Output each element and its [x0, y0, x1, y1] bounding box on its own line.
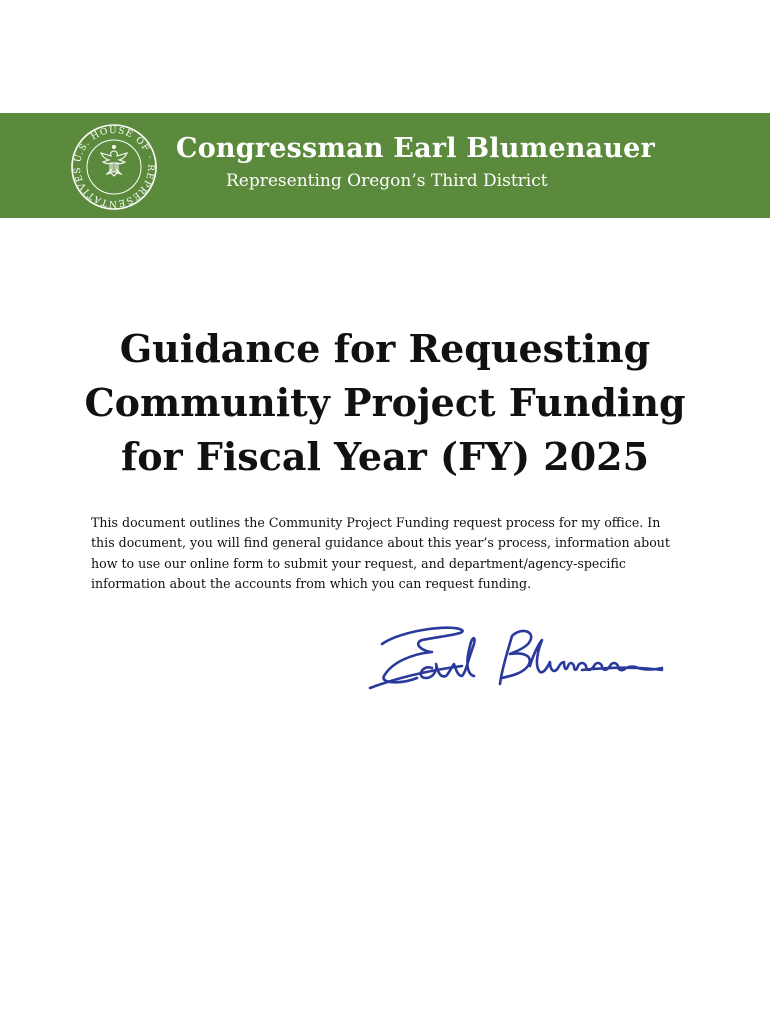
document-title [0, 322, 770, 484]
title-line-3: for Fiscal Year (FY) 2025 [120, 434, 650, 479]
title-line-1: Guidance for Requesting [119, 326, 651, 371]
svg-text:U.S. HOUSE OF · REPRESENTATIVE: U.S. HOUSE OF · REPRESENTATIVES [72, 125, 156, 209]
title-line-2: Community Project Funding [84, 380, 686, 425]
header-banner [0, 113, 770, 218]
signature-image [362, 622, 672, 694]
intro-paragraph: This document outlines the Community Project Funding request process for my office. In this document, you will find general guidance about this year’s process, information about how to use our online form to submit your request, and department/agency-specific information about the accounts from which you can request funding. [91, 514, 670, 592]
house-seal-icon [70, 123, 158, 211]
district-subtitle: Representing Oregon’s Third District [226, 171, 548, 191]
congressman-name: Congressman Earl Blumenauer [176, 133, 655, 164]
